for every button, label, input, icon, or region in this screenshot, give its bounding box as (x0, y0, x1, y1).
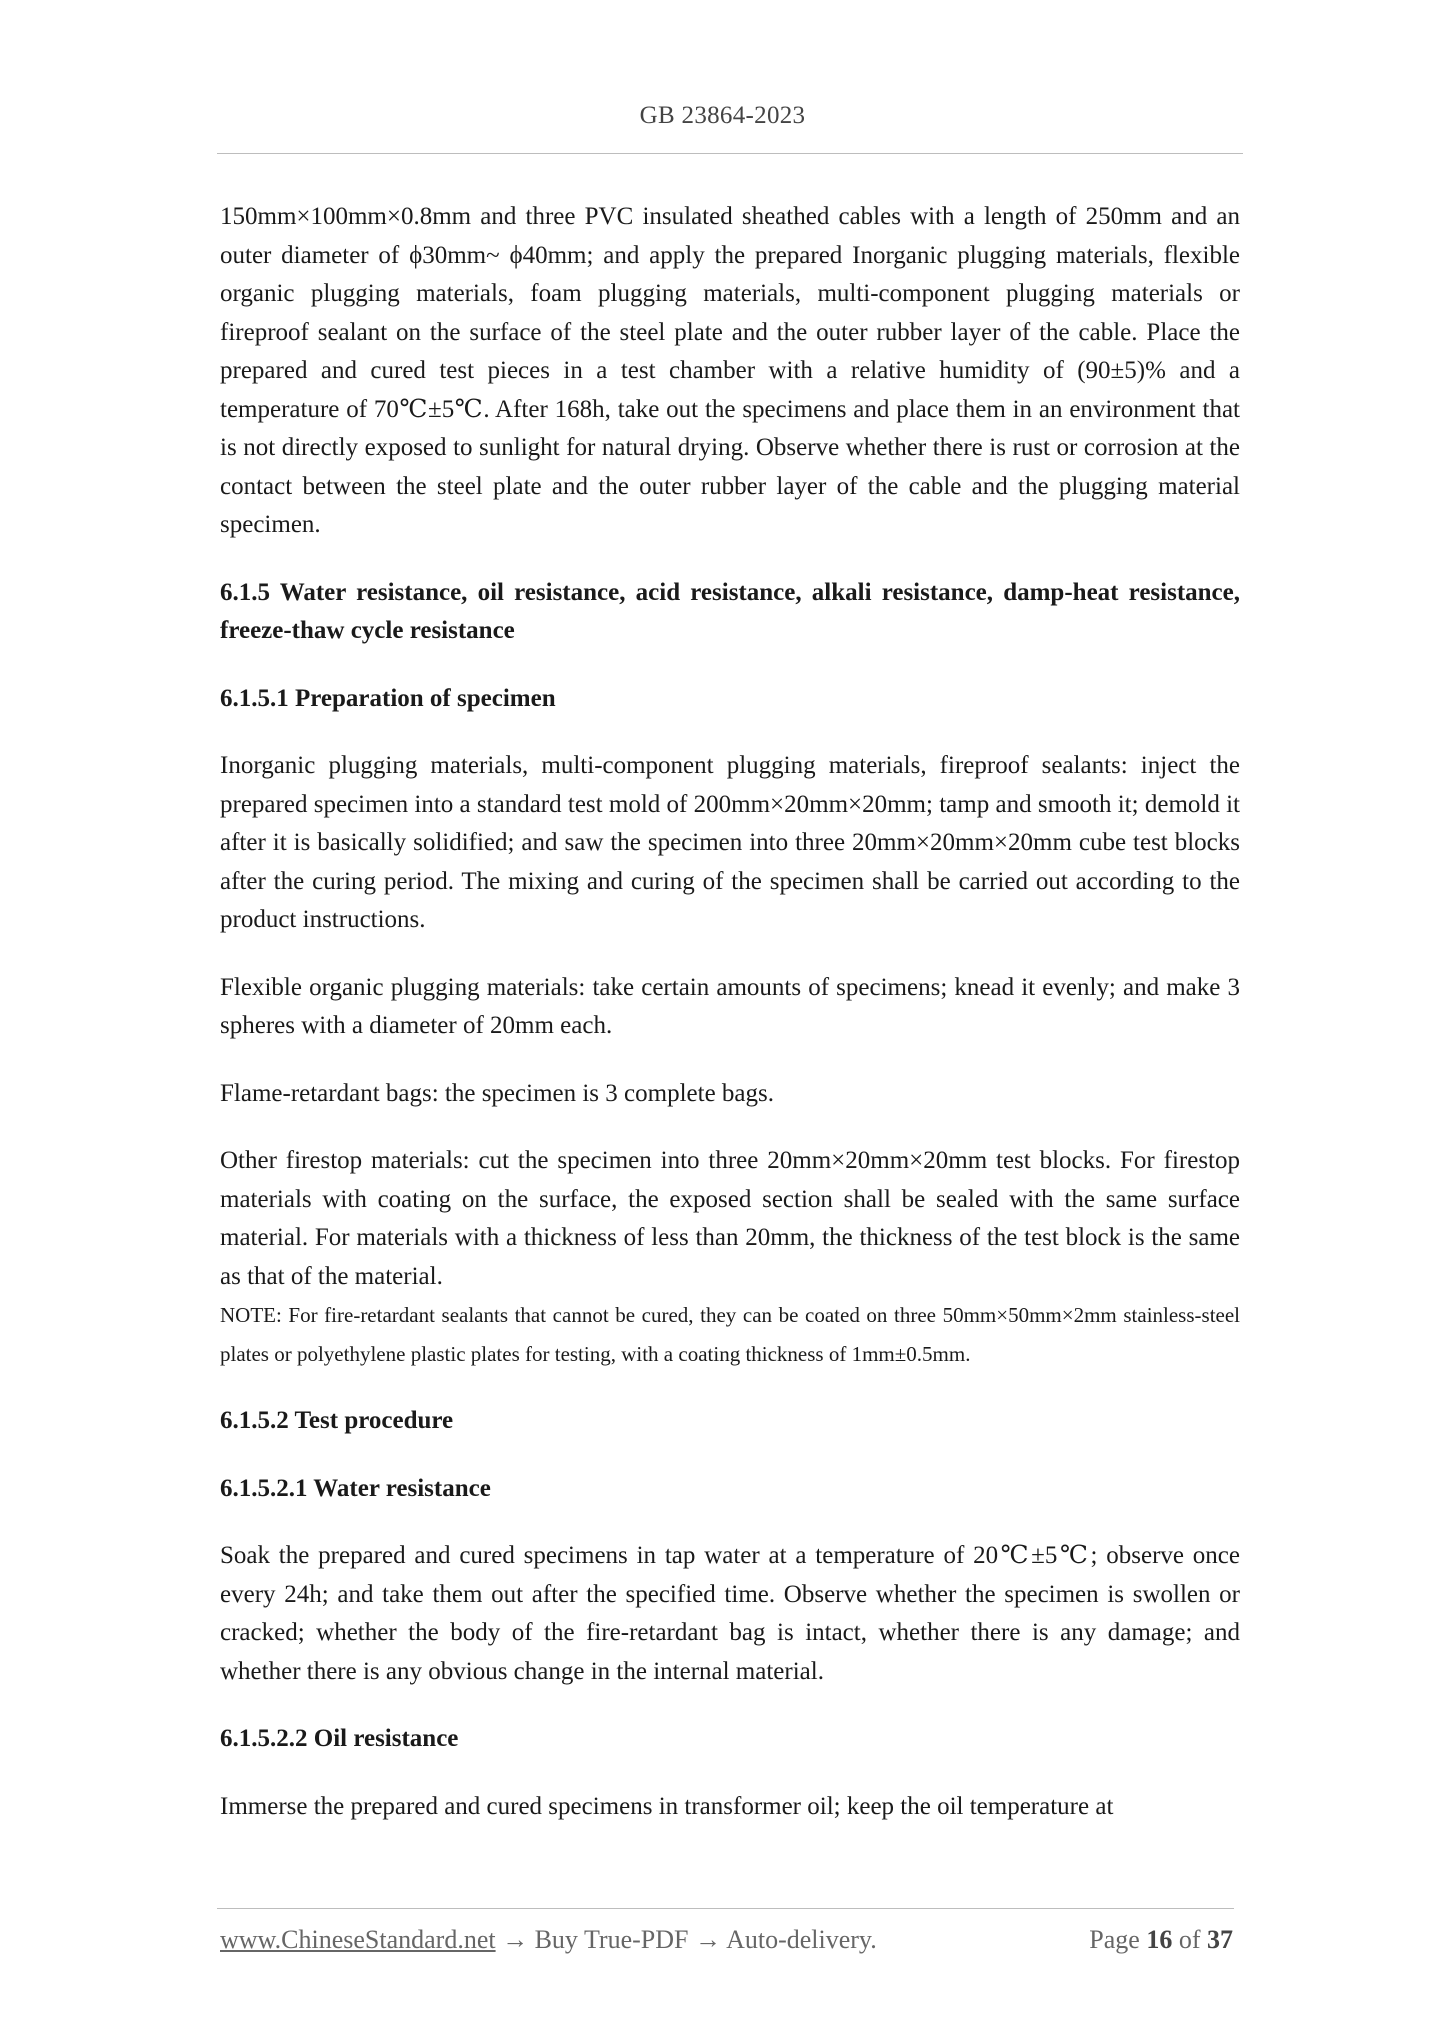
paragraph-flame-retardant-bags: Flame-retardant bags: the specimen is 3 complete bags. (220, 1079, 774, 1107)
current-page: 16 (1146, 1925, 1173, 1954)
of-label: of (1178, 1925, 1201, 1954)
section-heading-6-1-5: 6.1.5 Water resistance, oil resistance, acid resistance, alkali resistance, damp-heat resistance, freeze-thaw cycle resistance (220, 578, 1240, 644)
footer-links (220, 1925, 877, 1955)
section-heading-6-1-5-2: 6.1.5.2 Test procedure (220, 1407, 454, 1434)
buy-pdf-text: Buy True-PDF (534, 1925, 689, 1954)
paragraph-specimen-setup: 150mm×100mm×0.8mm and three PVC insulated sheathed cables with a length of 250mm and an outer diameter of ϕ30mm~ ϕ40mm; and apply the prepared Inorganic plugging materials, flexible organic plugging materials, foam plugging materials, multi-component plugging materials or fireproof sealant on the surface of the steel plate and the outer rubber layer of the cable. Place the prepared and cured test pieces in a test chamber with a relative humidity of (90±5)% and a temperature of 70℃±5℃. After 168h, take out the specimens and place them in an environment that is not directly exposed to sunlight for natural drying. Observe whether there is rust or corrosion at the contact between the steel plate and the outer rubber layer of the cable and the plugging material specimen. (220, 203, 1240, 538)
document-code: GB 23864-2023 (639, 102, 806, 129)
paragraph-oil-resistance: Immerse the prepared and cured specimens in transformer oil; keep the oil temperature at (220, 1792, 1114, 1820)
page-label: Page (1089, 1925, 1140, 1954)
page-number (1089, 1925, 1233, 1955)
total-pages: 37 (1207, 1925, 1233, 1954)
paragraph-water-resistance: Soak the prepared and cured specimens in tap water at a temperature of 20℃±5℃; observe once every 24h; and take them out after the specified time. Observe whether the specimen is swollen or cracked; whether the body of the fire-retardant bag is intact, whether there is any damage; and whether there is any obvious change in the internal material. (220, 1542, 1240, 1685)
section-heading-6-1-5-2-2: 6.1.5.2.2 Oil resistance (220, 1725, 459, 1752)
note-paragraph: NOTE: For fire-retardant sealants that cannot be cured, they can be coated on three 50mm×50mm×2mm stainless-steel plates or polyethylene plastic plates for testing, with a coating thickness of 1mm±0.5mm. (220, 1303, 1240, 1366)
document-body (220, 198, 1240, 1826)
paragraph-inorganic-materials: Inorganic plugging materials, multi-component plugging materials, fireproof sealants: inject the prepared specimen into a standard test mold of 200mm×20mm×20mm; tamp and smooth it; demold it after it is basically solidified; and saw the specimen into three 20mm×20mm×20mm cube test blocks after the curing period. The mixing and curing of the specimen shall be carried out according to the product instructions. (220, 752, 1240, 933)
section-heading-6-1-5-2-1: 6.1.5.2.1 Water resistance (220, 1474, 491, 1502)
footer-divider (217, 1908, 1234, 1909)
page-footer (220, 1925, 1233, 1965)
auto-delivery-text: Auto-delivery. (726, 1925, 877, 1954)
header-divider (217, 153, 1243, 154)
arrow-right-icon: → (695, 1925, 721, 1954)
paragraph-flexible-materials: Flexible organic plugging materials: take certain amounts of specimens; knead it evenly; and make 3 spheres with a diameter of 20mm each. (220, 973, 1240, 1039)
page-header (0, 102, 1445, 130)
website-link[interactable]: www.ChineseStandard.net (220, 1925, 496, 1954)
section-heading-6-1-5-1: 6.1.5.1 Preparation of specimen (220, 684, 556, 712)
arrow-right-icon: → (502, 1925, 529, 1954)
paragraph-other-firestop: Other firestop materials: cut the specimen into three 20mm×20mm×20mm test blocks. For firestop materials with coating on the surface, the exposed section shall be sealed with the same surface material. For materials with a thickness of less than 20mm, the thickness of the test block is the same as that of the material. (220, 1147, 1240, 1290)
